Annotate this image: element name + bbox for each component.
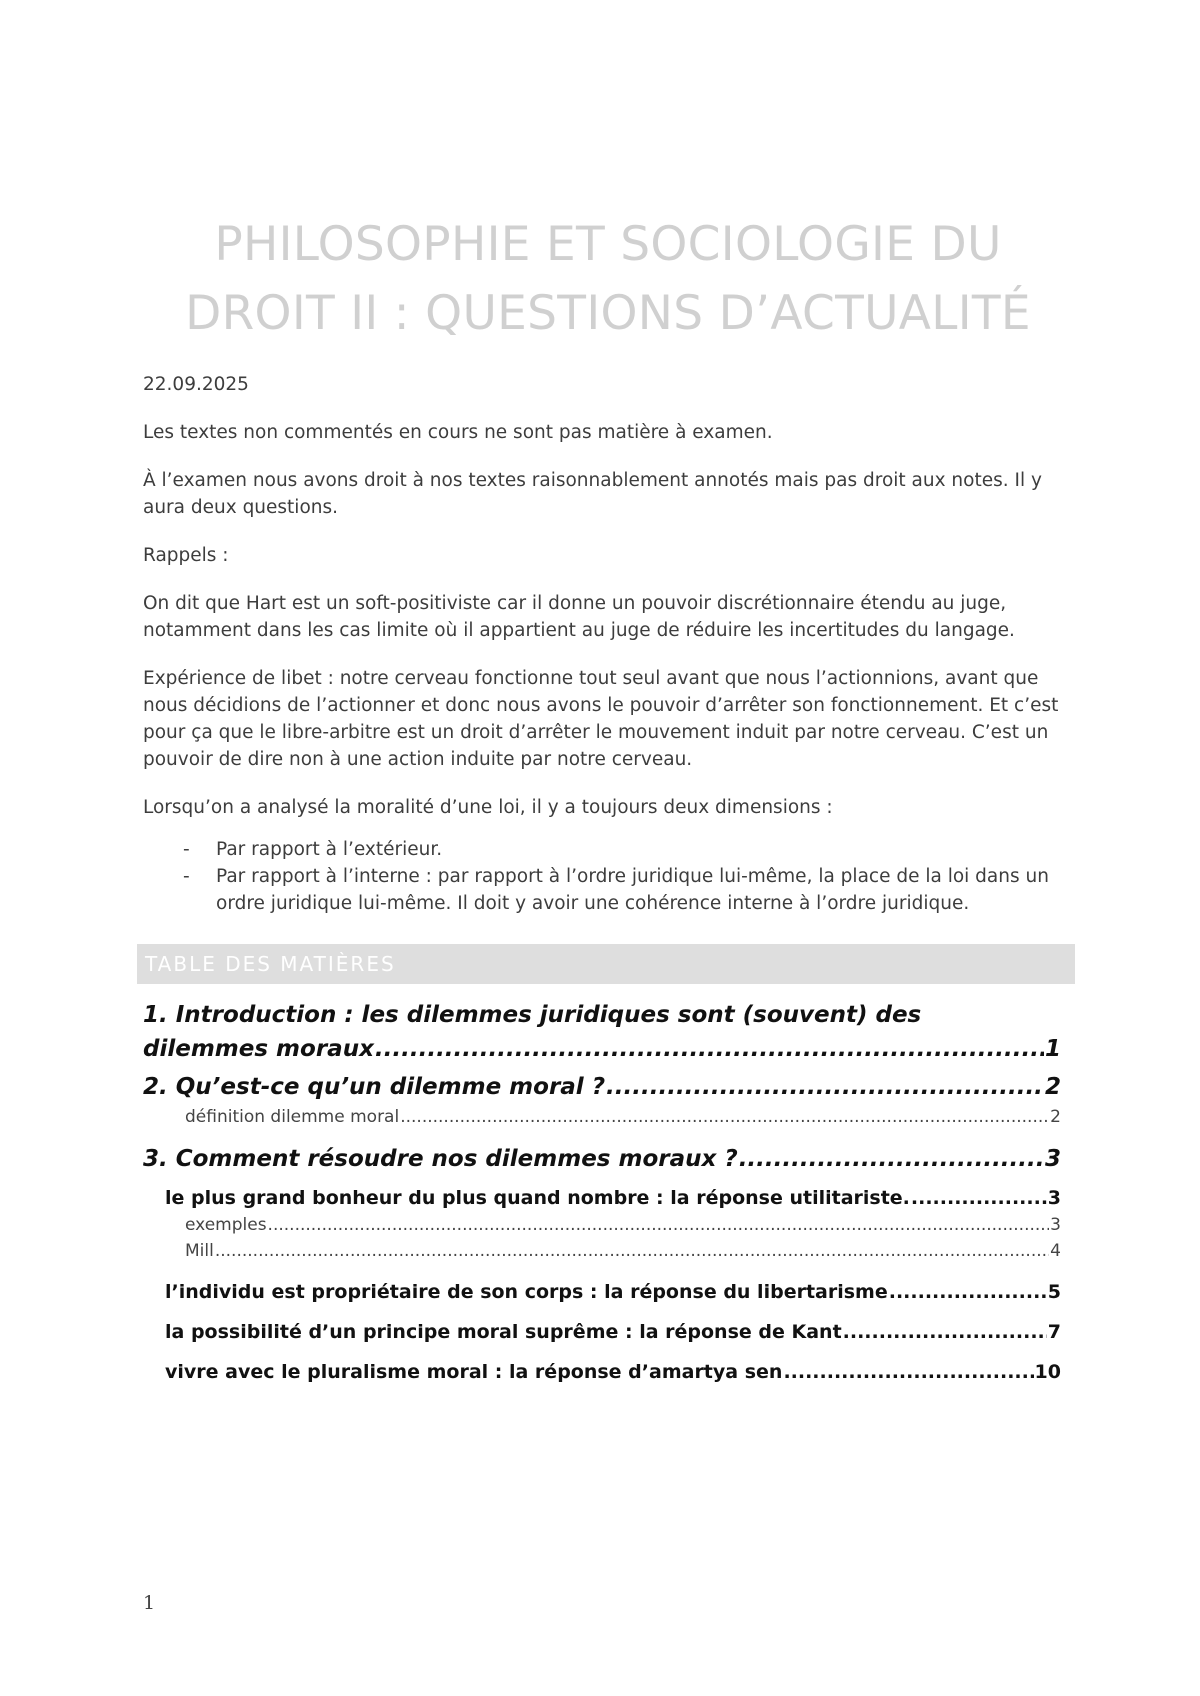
toc-entry-label: 3. Comment résoudre nos dilemmes moraux ? xyxy=(143,1146,738,1172)
bullet-list xyxy=(143,836,1073,917)
toc-leader-dots xyxy=(783,1358,1033,1386)
toc-entry-level2[interactable] xyxy=(143,1184,1061,1212)
toc-entry-level1[interactable] xyxy=(143,998,1073,1066)
document-date: 22.09.2025 xyxy=(143,374,249,395)
toc-leader-dots xyxy=(889,1278,1047,1306)
toc-leader-dots xyxy=(739,1142,1044,1176)
toc-leader-dots xyxy=(911,1184,1047,1212)
toc-entry-label: dilemmes moraux xyxy=(143,1036,374,1062)
toc-page-number: 7 xyxy=(1047,1321,1061,1343)
toc-leader-dots xyxy=(268,1212,1050,1238)
toc-entry-label: 2. Qu’est-ce qu’un dilemme moral ? xyxy=(143,1074,606,1100)
toc-entry-level2[interactable] xyxy=(143,1318,1061,1346)
toc-leader-dots xyxy=(606,1070,1044,1104)
toc-leader-dots xyxy=(400,1104,1049,1130)
toc-entry-label: Mill xyxy=(185,1241,214,1261)
paragraph: Les textes non commentés en cours ne sont pas matière à examen. xyxy=(143,422,773,443)
paragraph: Rappels : xyxy=(143,545,229,566)
toc-page-number: 2 xyxy=(1050,1107,1061,1127)
toc-entry-level1[interactable] xyxy=(143,1142,1061,1176)
toc-entry-level3[interactable] xyxy=(143,1238,1061,1264)
page-number: 1 xyxy=(143,1592,156,1614)
toc-entry-label: la possibilité d’un principe moral suprême : la réponse de Kant xyxy=(165,1321,842,1343)
paragraph: On dit que Hart est un soft-positiviste car il donne un pouvoir discrétionnaire étendu au juge, notamment dans les cas limite où il appartient au juge de réduire les incertitudes du langage. xyxy=(143,593,1015,641)
toc-entry-level1[interactable] xyxy=(143,1070,1061,1104)
toc-page-number: 3 xyxy=(1047,1187,1061,1209)
toc-entry-line: 1. Introduction : les dilemmes juridiques sont (souvent) des xyxy=(143,1002,922,1028)
bullet-dash: - xyxy=(183,866,190,887)
toc-leader-dots xyxy=(843,1318,1047,1346)
toc-leader-dots xyxy=(215,1238,1049,1264)
toc-page-number: 4 xyxy=(1050,1241,1061,1261)
paragraph: Expérience de libet : notre cerveau fonctionne tout seul avant que nous l’actionnions, avant que nous décidions de l’actionner et donc nous avons le pouvoir d’arrêter son fonctionnement. Et c’est pour ça que le libre-arbitre est un droit d’arrêter le mouvement induit par notre cerveau. C’est un pouvoir de dire non à une action induite par notre cerveau. xyxy=(143,668,1059,770)
document-title: PHILOSOPHIE ET SOCIOLOGIE DU DROIT II : QUESTIONS D’ACTUALITÉ xyxy=(185,217,1031,341)
bullet-dash: - xyxy=(183,839,190,860)
toc-page-number: 3 xyxy=(1044,1146,1061,1172)
toc-leader-dots xyxy=(375,1032,1044,1066)
toc-page-number: 5 xyxy=(1047,1281,1061,1303)
toc-entry-level3[interactable] xyxy=(143,1212,1061,1238)
toc xyxy=(143,998,1073,1386)
toc-page-number: 3 xyxy=(1050,1215,1061,1235)
toc-entry-level2[interactable] xyxy=(143,1278,1061,1306)
page-content xyxy=(143,210,1073,1386)
paragraph: À l’examen nous avons droit à nos textes raisonnablement annotés mais pas droit aux notes. Il y aura deux questions. xyxy=(143,470,1042,518)
toc-heading: TABLE DES MATIÈRES xyxy=(137,944,1075,984)
bullet-text: Par rapport à l’extérieur. xyxy=(216,839,443,860)
toc-page-number: 10 xyxy=(1034,1361,1061,1383)
toc-page-number: 1 xyxy=(1044,1036,1061,1062)
bullet-text: Par rapport à l’interne : par rapport à l’ordre juridique lui-même, la place de la loi dans un ordre juridique lui-même. Il doit y avoir une cohérence interne à l’ordre juridique. xyxy=(216,866,1049,914)
bullet-item xyxy=(143,863,1073,917)
toc-page-number: 2 xyxy=(1044,1074,1061,1100)
toc-entry-label: exemples xyxy=(185,1215,267,1235)
toc-entry-label: vivre avec le pluralisme moral : la réponse d’amartya sen xyxy=(165,1361,783,1383)
toc-entry-label: le plus grand bonheur du plus quand nombre : la réponse utilitariste. xyxy=(165,1187,910,1209)
toc-entry-level2[interactable] xyxy=(143,1358,1061,1386)
paragraph: Lorsqu’on a analysé la moralité d’une loi, il y a toujours deux dimensions : xyxy=(143,797,833,818)
toc-entry-label: définition dilemme moral xyxy=(185,1107,400,1127)
bullet-item xyxy=(143,836,1073,863)
toc-entry-label: l’individu est propriétaire de son corps : la réponse du libertarisme xyxy=(165,1281,888,1303)
toc-entry-level3[interactable] xyxy=(143,1104,1061,1130)
